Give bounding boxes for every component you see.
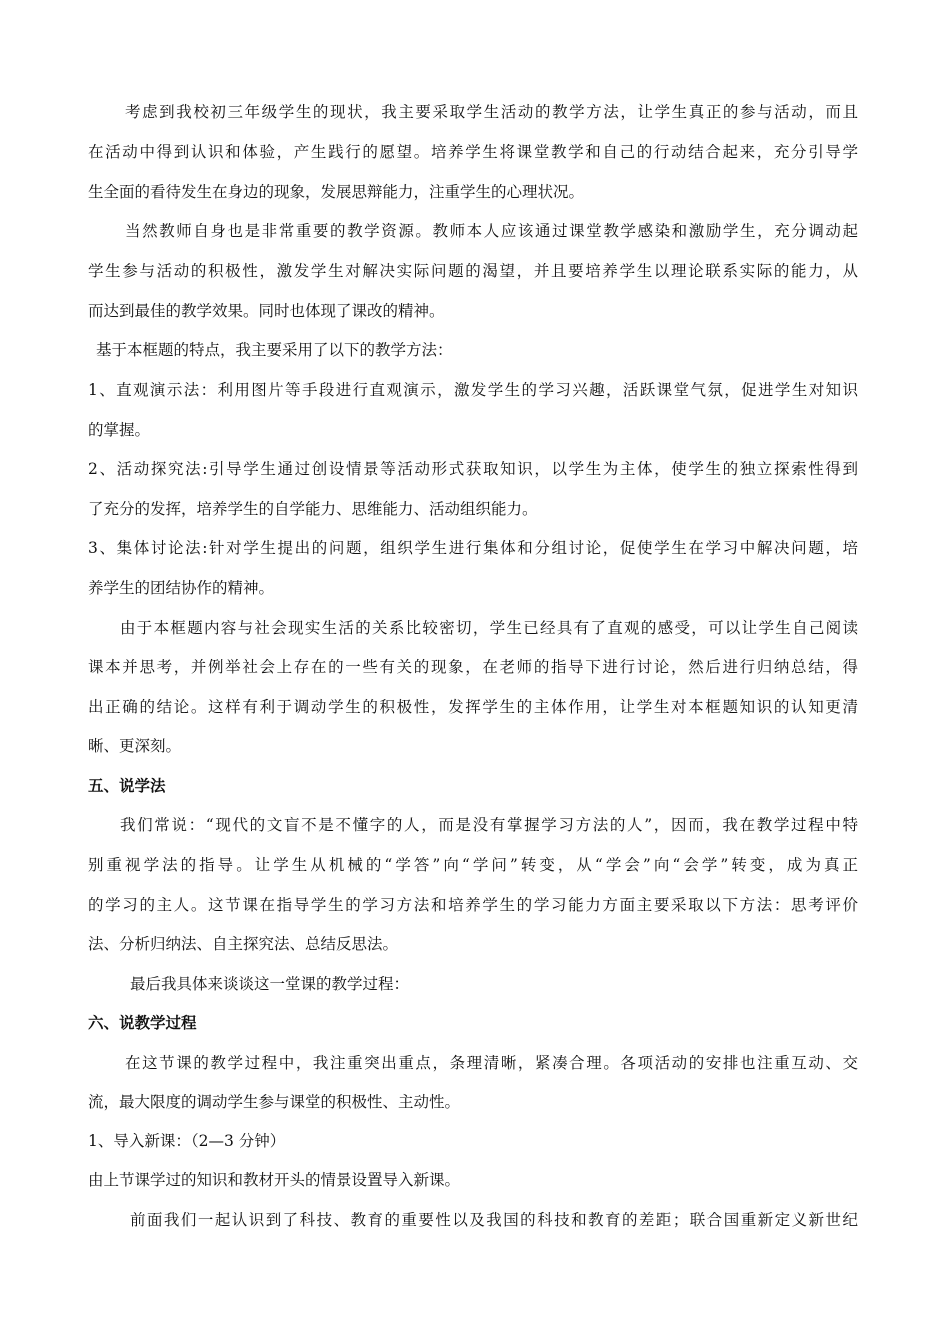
paragraph-line: 出正确的结论。这样有利于调动学生的积极性，发挥学生的主体作用，让学生对本框题知识的认知更清 bbox=[88, 698, 858, 716]
paragraph-line: 基于本框题的特点，我主要采用了以下的教学方法： bbox=[96, 341, 453, 359]
method-item-line: 的掌握。 bbox=[88, 421, 151, 439]
method-item-line: 2、活动探究法:引导学生通过创设情景等活动形式获取知识，以学生为主体，使学生的独立探索性得到 bbox=[88, 460, 858, 478]
paragraph-line: 最后我具体来谈谈这一堂课的教学过程： bbox=[130, 975, 410, 993]
paragraph-line: 在这节课的教学过程中，我注重突出重点，条理清晰，紧凑合理。各项活动的安排也注重互动、交 bbox=[125, 1054, 858, 1072]
method-item-line: 3、集体讨论法:针对学生提出的问题，组织学生进行集体和分组讨论，促使学生在学习中解决问题，培 bbox=[88, 539, 858, 557]
section-heading: 六、说教学过程 bbox=[88, 1014, 197, 1032]
paragraph-line: 生全面的看待发生在身边的现象，发展思辩能力，注重学生的心理状况。 bbox=[88, 183, 585, 201]
paragraph-line: 当然教师自身也是非常重要的教学资源。教师本人应该通过课堂教学感染和激励学生，充分调动起 bbox=[125, 222, 858, 240]
paragraph-line: 在活动中得到认识和体验，产生践行的愿望。培养学生将课堂教学和自己的行动结合起来，充分引导学 bbox=[88, 143, 858, 161]
paragraph-line: 的学习的主人。这节课在指导学生的学习方法和培养学生的学习能力方面主要采取以下方法：思考评价 bbox=[88, 896, 858, 914]
paragraph-line: 而达到最佳的教学效果。同时也体现了课改的精神。 bbox=[88, 302, 445, 320]
method-item-line: 养学生的团结协作的精神。 bbox=[88, 579, 275, 597]
section-heading: 五、说学法 bbox=[88, 777, 166, 795]
paragraph-line: 由于本框题内容与社会现实生活的关系比较密切，学生已经具有了直观的感受，可以让学生自己阅读 bbox=[120, 619, 858, 637]
paragraph-line: 别重视学法的指导。让学生从机械的“学答”向“学问”转变，从“学会”向“会学”转变，成为真正 bbox=[88, 856, 858, 874]
paragraph-line: 晰、更深刻。 bbox=[88, 737, 182, 755]
paragraph-line: 流，最大限度的调动学生参与课堂的积极性、主动性。 bbox=[88, 1093, 461, 1111]
paragraph-line: 课本并思考，并例举社会上存在的一些有关的现象，在老师的指导下进行讨论，然后进行归纳总结，得 bbox=[88, 658, 858, 676]
paragraph-line: 我们常说：“现代的文盲不是不懂字的人，而是没有掌握学习方法的人”，因而，我在教学过程中特 bbox=[120, 816, 858, 834]
paragraph-line: 法、分析归纳法、自主探究法、总结反思法。 bbox=[88, 935, 399, 953]
paragraph-line: 学生参与活动的积极性，激发学生对解决实际问题的渴望，并且要培养学生以理论联系实际的能力，从 bbox=[88, 262, 858, 280]
method-item-line: 1、直观演示法：利用图片等手段进行直观演示，激发学生的学习兴趣，活跃课堂气氛，促进学生对知识 bbox=[88, 381, 858, 399]
subsection-heading: 1、导入新课：（2—3 分钟） bbox=[88, 1132, 286, 1150]
paragraph-line: 由上节课学过的知识和教材开头的情景设置导入新课。 bbox=[88, 1171, 461, 1189]
paragraph-line: 前面我们一起认识到了科技、教育的重要性以及我国的科技和教育的差距；联合国重新定义新世纪 bbox=[130, 1211, 858, 1229]
paragraph-line: 考虑到我校初三年级学生的现状，我主要采取学生活动的教学方法，让学生真正的参与活动，而且 bbox=[125, 103, 858, 121]
method-item-line: 了充分的发挥，培养学生的自学能力、思维能力、活动组织能力。 bbox=[88, 500, 538, 518]
